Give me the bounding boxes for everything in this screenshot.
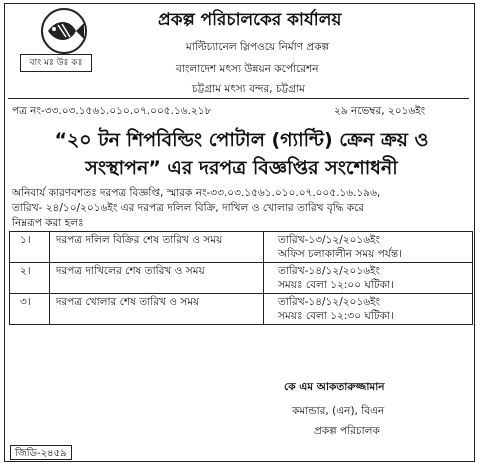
signatory-designation: প্রকল্প পরিচালক xyxy=(314,425,380,437)
memo-date: ২৯ নভেম্বর, ২০১৬ইং xyxy=(334,105,426,117)
header-divider xyxy=(8,98,469,99)
notice-title-line-1: “২০ টন শিপবিল্ডিং পোটাল (গ্যান্টি) ক্রেন ক্রয় ও xyxy=(54,129,429,151)
memo-number: পত্র নং-৩৩.০৩.১৫৬১.০১০.০৭.০০৫.১৬.২১৮ xyxy=(12,105,212,117)
row-time: সময়ঃ বেলা ১২:০০ ঘটিকা। xyxy=(278,279,394,291)
row-item: দরপত্র দাখিলের শেষ তারিখ ও সময় xyxy=(50,263,264,294)
notice-title-line-2: সংস্থাপন” এর দরপত্র বিজ্ঞপ্তির সংশোধনী xyxy=(85,157,398,179)
row-number: ৩। xyxy=(10,294,50,325)
row-item: দরপত্র দলিল বিক্রির শেষ তারিখ ও সময় xyxy=(50,232,264,263)
row-value xyxy=(264,232,473,263)
row-date: তারিখ-১৪/১২/২০১৬ইং xyxy=(278,296,381,308)
table-row xyxy=(10,232,473,263)
schedule-table xyxy=(9,231,473,325)
row-value xyxy=(264,263,473,294)
row-time: অফিস চলাকালীন সময় পর্যন্ত। xyxy=(278,248,402,260)
fish-emblem-icon xyxy=(40,7,88,55)
office-title: প্রকল্প পরিচালকের কার্যালয় xyxy=(158,10,342,30)
project-name: মাল্টিচ্যানেল স্লিপওয়ে নির্মাণ প্রকল্প xyxy=(186,41,330,53)
logo-abbreviation: বাং মঃ উঃ কঃ xyxy=(20,54,92,72)
signatory-name: কে এম আকতারুজ্জামান xyxy=(284,381,385,393)
notice-code: জিডি-২৪৫৯ xyxy=(10,445,72,460)
row-date: তারিখ-১৩/১২/২০১৬ইং xyxy=(278,234,381,246)
body-line-1: অনিবার্য কারণবশতঃ দরপত্র বিজ্ঞপ্তি, স্মারক নং-৩৩.০৩.১৫৬১.০১০.০৭.০০৫.১৬.১৯৬, xyxy=(12,187,381,199)
signatory-rank: কমান্ডার, (এন), বিএন xyxy=(292,405,385,417)
corporation-name: বাংলাদেশ মৎস্য উন্নয়ন কর্পোরেশন xyxy=(176,63,319,75)
row-number: ১। xyxy=(10,232,50,263)
body-line-3: নিম্নরূপ করা হলঃ xyxy=(12,217,84,229)
row-value xyxy=(264,294,473,325)
address-line: চট্টগ্রাম মৎস্য বন্দর, চট্টগ্রাম xyxy=(192,83,305,95)
table-row xyxy=(10,263,473,294)
row-number: ২। xyxy=(10,263,50,294)
row-time: সময়ঃ বেলা ১২:৩০ ঘটিকা। xyxy=(278,310,394,322)
row-item: দরপত্র খোলার শেষ তারিখ ও সময় xyxy=(50,294,264,325)
table-row xyxy=(10,294,473,325)
row-date: তারিখ-১৪/১২/২০১৬ইং xyxy=(278,265,381,277)
body-line-2: তারিখ- ২৪/১০/২০১৬ইং এর দরপত্র দলিল বিক্রি, দাখিল ও খোলার তারিখ বৃদ্ধি করে xyxy=(12,202,365,214)
organization-logo xyxy=(20,7,130,77)
